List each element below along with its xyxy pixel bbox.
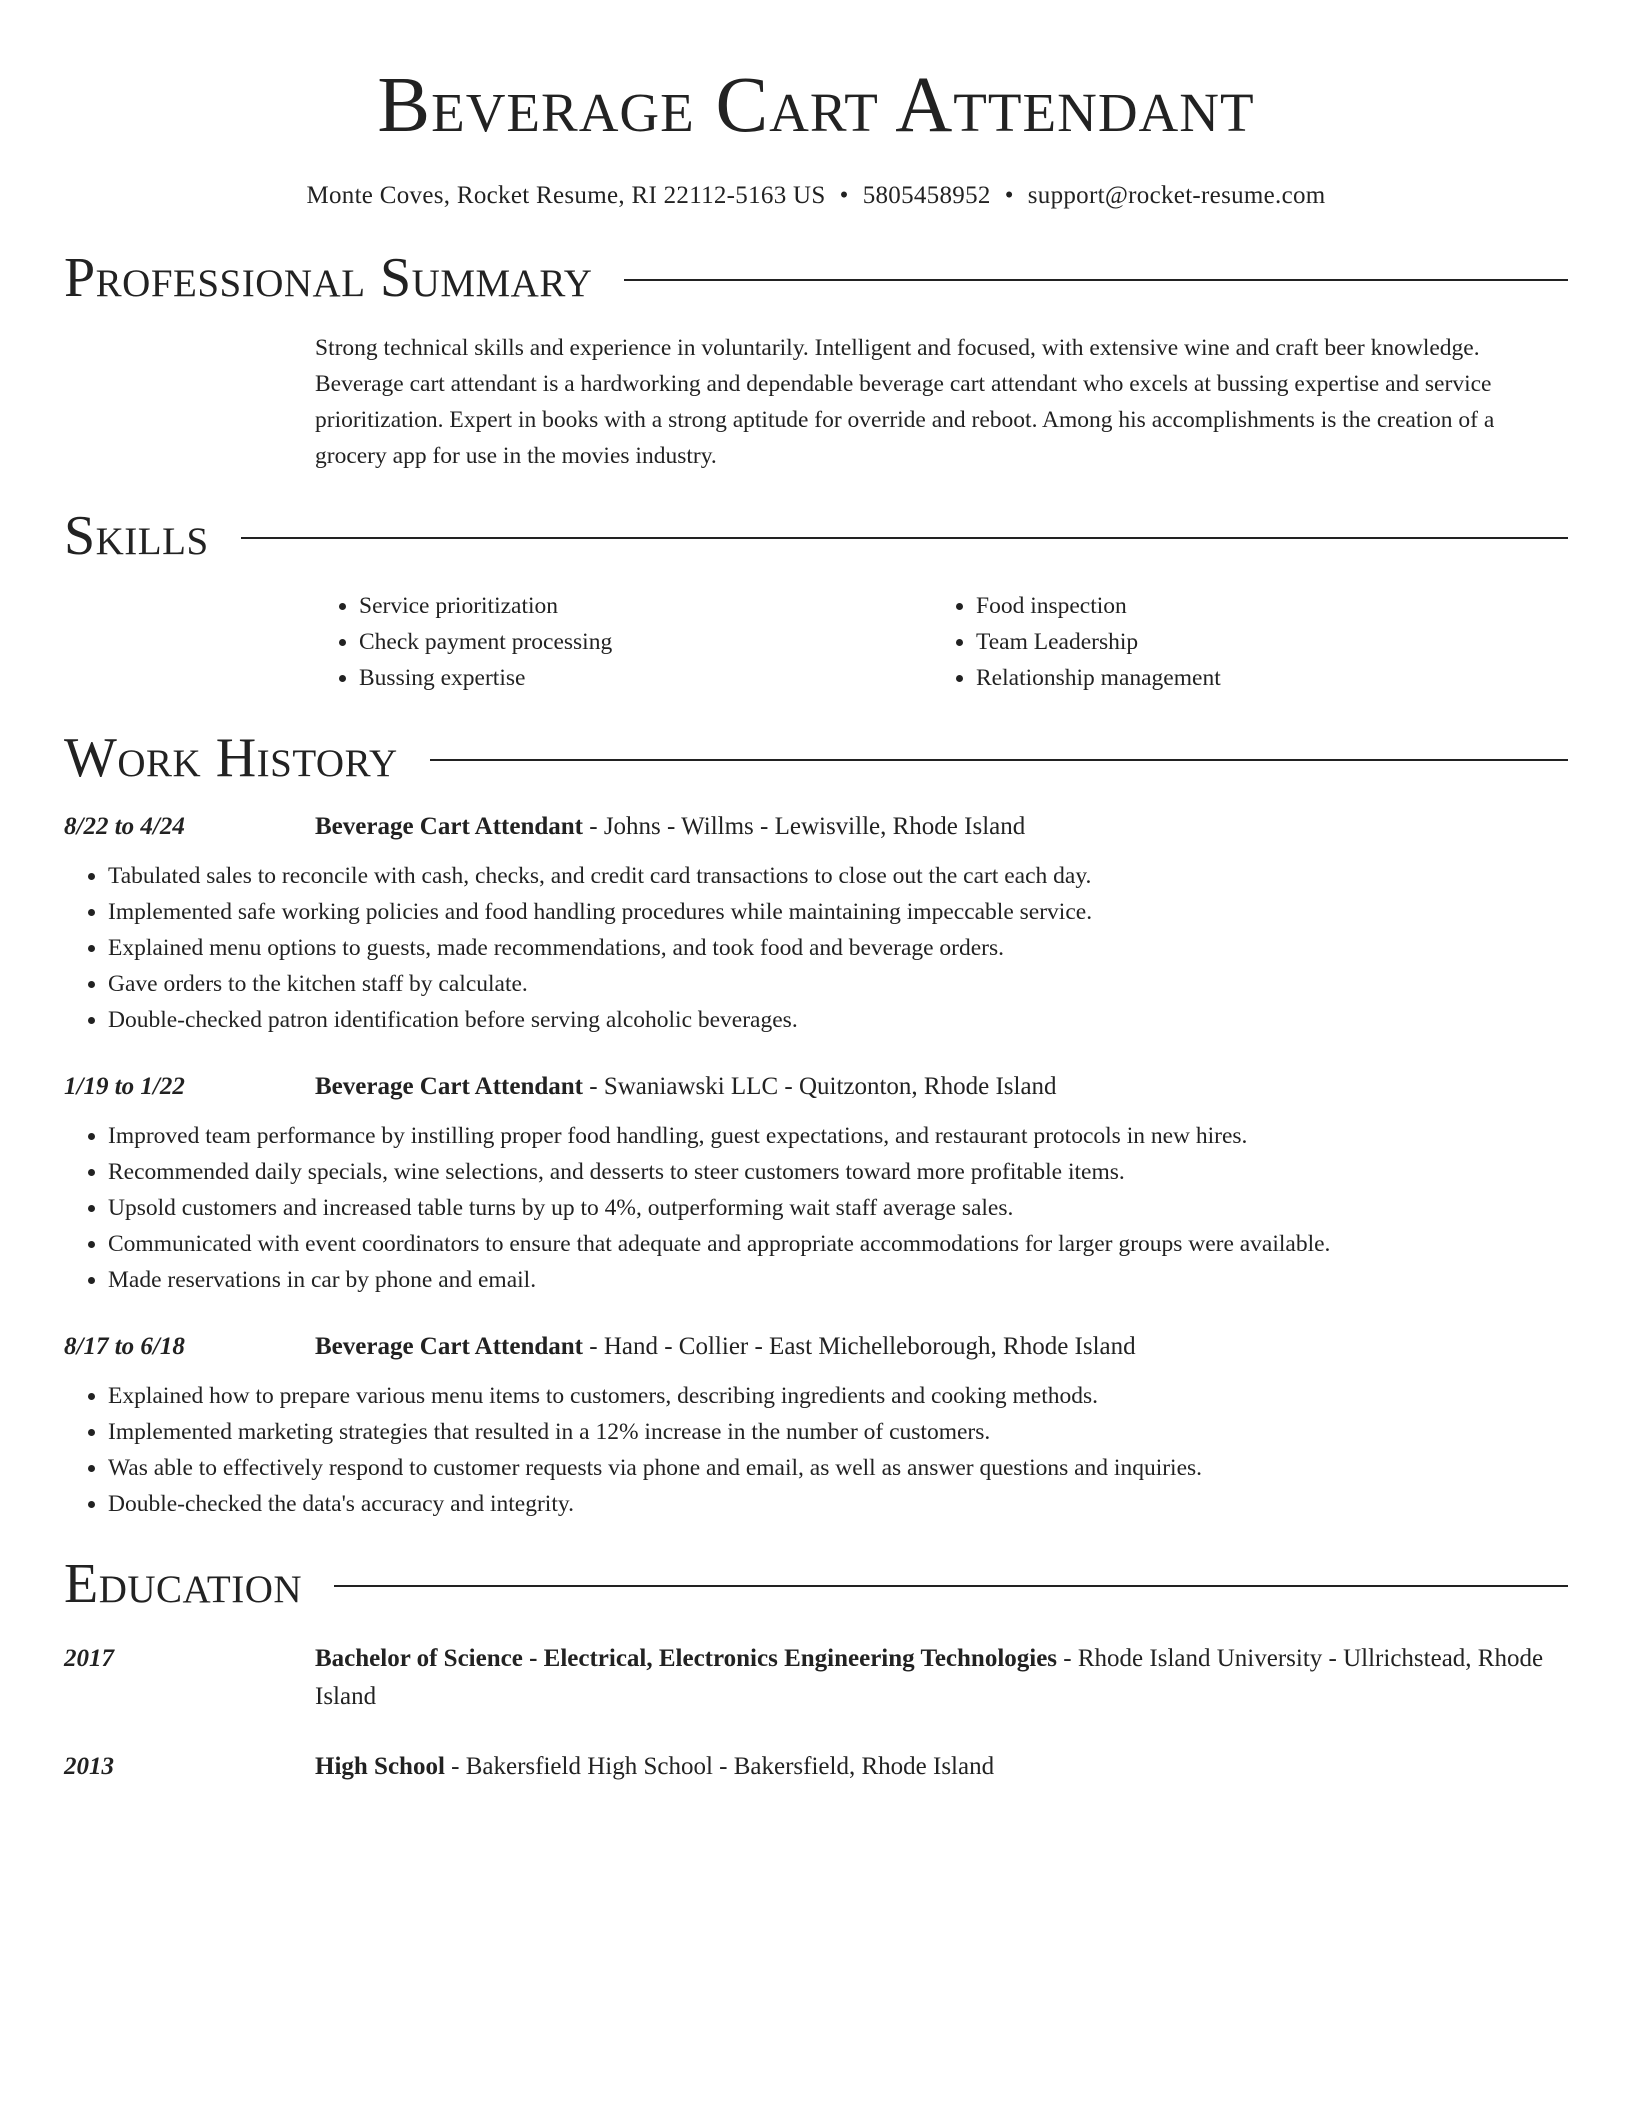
job-heading — [315, 1328, 1136, 1366]
skill-item: • Service prioritization — [359, 588, 932, 624]
job-heading — [315, 1068, 1057, 1106]
skills-column-right — [932, 588, 1549, 696]
job-bullet: • Gave orders to the kitchen staff by calculate. — [108, 966, 1568, 1002]
section-divider — [241, 537, 1568, 539]
education-section-header — [64, 1552, 1568, 1616]
education-heading-line — [315, 1640, 1568, 1716]
job-title: Beverage Cart Attendant — [315, 813, 583, 840]
job-bullets — [64, 858, 1568, 1038]
job-bullets — [64, 1118, 1568, 1298]
education-heading: Education — [64, 1553, 303, 1615]
job-bullet: • Double-checked the data's accuracy and integrity. — [108, 1486, 1568, 1522]
job-bullet: • Improved team performance by instilling proper food handling, guest expectations, and restaurant protocols in new hires. — [108, 1118, 1568, 1154]
education-degree: Bachelor of Science - Electrical, Electronics Engineering Technologies — [315, 1645, 1058, 1672]
skill-item: • Bussing expertise — [359, 660, 932, 696]
job-bullets — [64, 1378, 1568, 1522]
contact-phone: 5805458952 — [862, 182, 991, 209]
section-divider — [430, 759, 1568, 761]
job-bullet: • Explained menu options to guests, made recommendations, and took food and beverage orders. — [108, 930, 1568, 966]
skills-section-header — [64, 504, 1568, 568]
resume-page — [64, 0, 1568, 1786]
job-title: Beverage Cart Attendant — [315, 1073, 583, 1100]
job-bullet: • Double-checked patron identification before serving alcoholic beverages. — [108, 1002, 1568, 1038]
work-section-header — [64, 726, 1568, 790]
education-entry — [64, 1640, 1568, 1716]
contact-separator: • — [839, 182, 849, 209]
section-divider — [624, 279, 1568, 281]
job-bullet: • Made reservations in car by phone and email. — [108, 1262, 1568, 1298]
education-entry — [64, 1748, 1568, 1786]
skills-heading: Skills — [64, 505, 209, 567]
job-company: - Swaniawski LLC - Quitzonton, Rhode Island — [583, 1073, 1057, 1100]
education-degree: High School — [315, 1753, 445, 1780]
job-entry — [64, 1068, 1568, 1298]
job-bullet: • Implemented marketing strategies that resulted in a 12% increase in the number of customers. — [108, 1414, 1568, 1450]
skills-list — [315, 588, 1568, 696]
skill-item: • Team Leadership — [976, 624, 1549, 660]
job-dates: 8/17 to 6/18 — [64, 1333, 185, 1360]
job-company: - Hand - Collier - East Michelleborough, Rhode Island — [583, 1333, 1136, 1360]
job-title: Beverage Cart Attendant — [315, 1333, 583, 1360]
skills-column-left — [315, 588, 932, 696]
contact-separator: • — [1004, 182, 1014, 209]
job-company: - Johns - Willms - Lewisville, Rhode Island — [583, 813, 1026, 840]
education-year: 2017 — [64, 1645, 114, 1672]
job-entry — [64, 1328, 1568, 1522]
summary-heading: Professional Summary — [64, 247, 593, 309]
job-bullet: • Recommended daily specials, wine selections, and desserts to steer customers toward more profitable items. — [108, 1154, 1568, 1190]
section-divider — [334, 1585, 1568, 1587]
education-school: - Bakersfield High School - Bakersfield, Rhode Island — [444, 1753, 995, 1780]
job-dates: 1/19 to 1/22 — [64, 1073, 185, 1100]
education-school: - Rhode Island University - Ullrichstead, Rhode Island — [315, 1645, 1544, 1710]
job-entry — [64, 808, 1568, 1038]
summary-text: Strong technical skills and experience in voluntarily. Intelligent and focused, with extensive wine and craft beer knowledge. Beverage cart attendant is a hardworking and dependable beverage cart attendant who excels at bussing expertise and service prioritization. Expert in books with a strong aptitude for override and reboot. Among his accomplishments is the creation of a grocery app for use in the movies industry. — [315, 335, 1495, 469]
skill-item: • Relationship management — [976, 660, 1549, 696]
skill-item: • Food inspection — [976, 588, 1549, 624]
job-bullet: • Implemented safe working policies and food handling procedures while maintaining impeccable service. — [108, 894, 1568, 930]
job-dates: 8/22 to 4/24 — [64, 813, 185, 840]
contact-address: Monte Coves, Rocket Resume, RI 22112-5163 US — [306, 182, 826, 209]
education-heading-line — [315, 1748, 1568, 1786]
resume-title: Beverage Cart Attendant — [377, 62, 1255, 149]
job-heading — [315, 808, 1025, 846]
education-year: 2013 — [64, 1753, 114, 1780]
work-heading: Work History — [64, 727, 398, 789]
job-bullet: • Upsold customers and increased table turns by up to 4%, outperforming wait staff average sales. — [108, 1190, 1568, 1226]
contact-line — [64, 180, 1568, 212]
job-bullet: • Was able to effectively respond to customer requests via phone and email, as well as answer questions and inquiries. — [108, 1450, 1568, 1486]
skill-item: • Check payment processing — [359, 624, 932, 660]
contact-email: support@rocket-resume.com — [1027, 182, 1326, 209]
job-bullet: • Communicated with event coordinators to ensure that adequate and appropriate accommodations for larger groups were available. — [108, 1226, 1568, 1262]
job-bullet: • Tabulated sales to reconcile with cash, checks, and credit card transactions to close out the cart each day. — [108, 858, 1568, 894]
job-bullet: • Explained how to prepare various menu items to customers, describing ingredients and cooking methods. — [108, 1378, 1568, 1414]
summary-section-header — [64, 246, 1568, 310]
